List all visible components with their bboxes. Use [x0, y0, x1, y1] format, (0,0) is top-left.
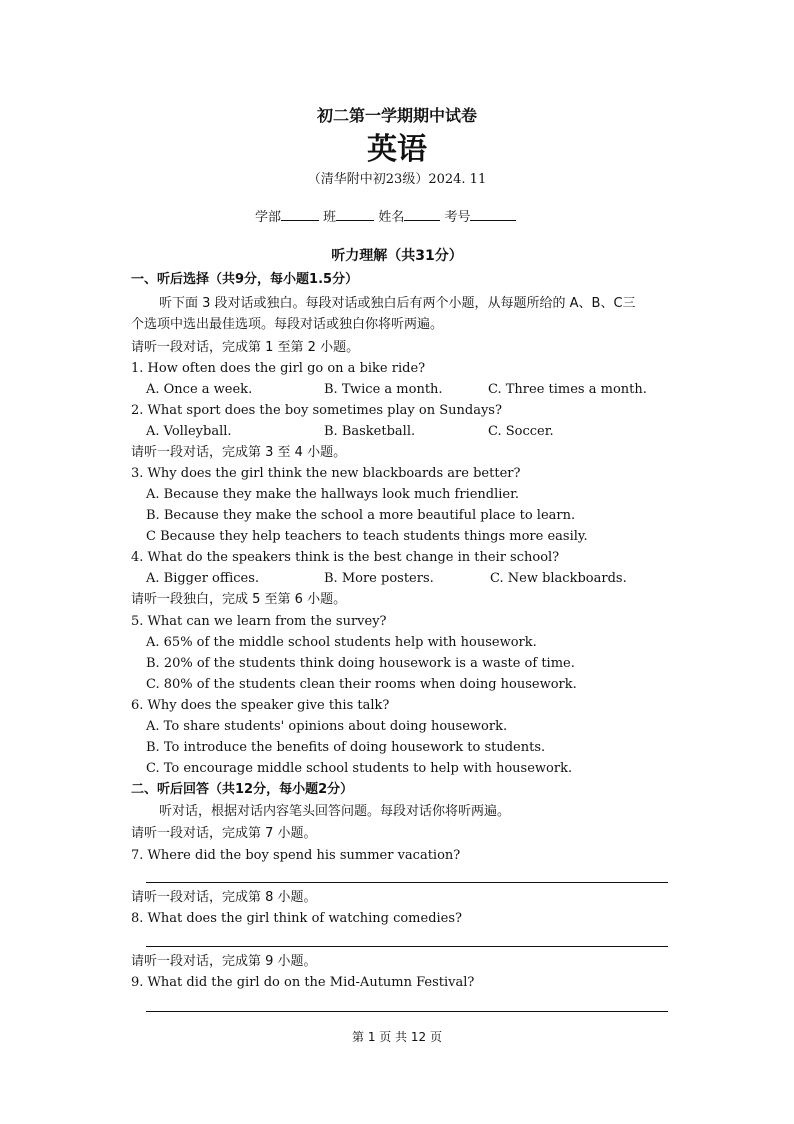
info-field-class: 班 [323, 210, 337, 225]
info-field-name: 姓名 [378, 210, 405, 225]
q6-option-b[interactable]: B. To introduce the benefits of doing housework to students. [146, 740, 546, 755]
q4-option-c[interactable]: C. New blackboards. [490, 571, 627, 586]
q5-option-a[interactable]: A. 65% of the middle school students help with housework. [146, 635, 537, 650]
q3-option-b[interactable]: B. Because they make the school a more beautiful place to learn. [146, 508, 576, 523]
question-7: 7. Where did the boy spend his summer vacation? [131, 848, 461, 863]
q5-option-c[interactable]: C. 80% of the students clean their rooms when doing housework. [146, 677, 577, 692]
class-blank[interactable] [336, 208, 374, 221]
prompt-q8: 请听一段对话，完成第 8 小题。 [131, 890, 317, 905]
q2-option-a[interactable]: A. Volleyball. [146, 424, 232, 439]
part1-title: 一、听后选择（共9分，每小题1.5分） [131, 272, 359, 287]
q6-option-c[interactable]: C. To encourage middle school students to help with housework. [146, 761, 573, 776]
prompt-q1-q2: 请听一段对话，完成第 1 至第 2 小题。 [131, 340, 360, 355]
q6-option-a[interactable]: A. To share students' opinions about doing housework. [146, 719, 508, 734]
q3-option-c[interactable]: C Because they help teachers to teach students things more easily. [146, 529, 588, 544]
part2-instruction: 听对话，根据对话内容笔头回答问题。每段对话你将听两遍。 [159, 804, 511, 819]
question-2: 2. What sport does the boy sometimes play on Sundays? [131, 403, 502, 418]
subject-title: 英语 [367, 132, 427, 167]
info-field-dept: 学部 [255, 210, 282, 225]
q5-option-b[interactable]: B. 20% of the students think doing housework is a waste of time. [146, 656, 575, 671]
prompt-q3-q4: 请听一段对话，完成第 3 至 4 小题。 [131, 445, 347, 460]
q1-option-b[interactable]: B. Twice a month. [324, 382, 443, 397]
prompt-q9: 请听一段对话，完成第 9 小题。 [131, 954, 317, 969]
q2-option-c[interactable]: C. Soccer. [488, 424, 554, 439]
info-field-id: 考号 [444, 210, 471, 225]
student-info-line [255, 208, 516, 226]
prompt-q7: 请听一段对话，完成第 7 小题。 [131, 826, 317, 841]
question-8: 8. What does the girl think of watching comedies? [131, 911, 463, 926]
question-3: 3. Why does the girl think the new blackboards are better? [131, 466, 521, 481]
question-9: 9. What did the girl do on the Mid-Autumn Festival? [131, 975, 475, 990]
prompt-q5-q6: 请听一段独白，完成 5 至第 6 小题。 [131, 592, 347, 607]
q1-option-a[interactable]: A. Once a week. [146, 382, 253, 397]
question-1: 1. How often does the girl go on a bike ride? [131, 361, 426, 376]
q3-option-a[interactable]: A. Because they make the hallways look much friendlier. [146, 487, 520, 502]
answer-line-q8[interactable] [146, 946, 668, 947]
q4-option-b[interactable]: B. More posters. [324, 571, 434, 586]
page-number: 第 1 页 共 12 页 [352, 1030, 442, 1044]
exam-title: 初二第一学期期中试卷 [316, 106, 477, 125]
part1-instruction-1: 听下面 3 段对话或独白。每段对话或独白后有两个小题，从每题所给的 A、B、C三 [159, 296, 636, 311]
part2-title: 二、听后回答（共12分，每小题2分） [131, 782, 354, 797]
q2-option-b[interactable]: B. Basketball. [324, 424, 416, 439]
section-heading: 听力理解（共31分） [331, 248, 463, 264]
school-date: （清华附中初23级）2024. 11 [307, 172, 487, 187]
id-blank[interactable] [470, 208, 516, 221]
q1-option-c[interactable]: C. Three times a month. [488, 382, 647, 397]
answer-line-q9[interactable] [146, 1011, 668, 1012]
dept-blank[interactable] [281, 208, 319, 221]
question-5: 5. What can we learn from the survey? [131, 614, 387, 629]
q4-option-a[interactable]: A. Bigger offices. [146, 571, 260, 586]
question-6: 6. Why does the speaker give this talk? [131, 698, 390, 713]
part1-instruction-2: 个选项中选出最佳选项。每段对话或独白你将听两遍。 [131, 317, 444, 332]
name-blank[interactable] [404, 208, 440, 221]
question-4: 4. What do the speakers think is the best change in their school? [131, 550, 560, 565]
answer-line-q7[interactable] [146, 882, 668, 883]
